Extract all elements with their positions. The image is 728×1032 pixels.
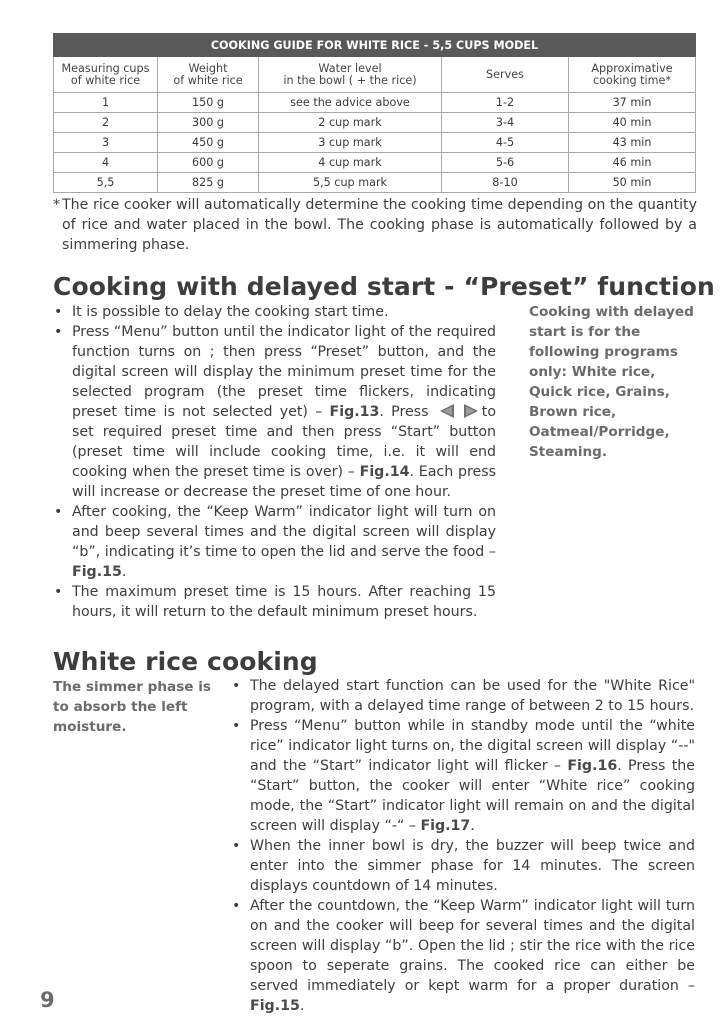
table-row: [54, 133, 696, 153]
cell-serves: 8-10: [442, 173, 569, 193]
table-footnote: [53, 195, 697, 255]
cell-cups: 1: [54, 93, 158, 113]
cell-time: 50 min: [569, 173, 696, 193]
list-item: • Press “Menu” button until the indicator light of the required function turns on ; then press “Preset” button, and the digital screen will display the minimum preset time for the selected program (the preset time flickers, indicating preset time is not selected yet) – Fig.13. Press to set required preset time and then press “Start” button (preset time will include cooking time, i.e. it will end cooking when the preset time is over) – Fig.14. Each press will increase or decrease the preset time of one hour.: [54, 324, 497, 500]
col-header-weight: Weight of white rice: [158, 57, 259, 93]
bullet-icon: •: [54, 584, 63, 600]
cell-water-level: 3 cup mark: [259, 133, 442, 153]
cell-time: 40 min: [569, 113, 696, 133]
figure-reference: Fig.17: [420, 818, 471, 834]
col-header-water-level: Water level in the bowl ( + the rice): [259, 57, 442, 93]
list-item: • It is possible to delay the cooking start time.: [54, 304, 389, 320]
cell-cups: 2: [54, 113, 158, 133]
figure-reference: Fig.16: [567, 758, 618, 774]
table-row: [54, 173, 696, 193]
table-title-row: [54, 34, 696, 57]
col-header-measuring-cups: Measuring cups of white rice: [54, 57, 158, 93]
figure-reference: Fig.13: [329, 404, 380, 420]
preset-instructions-list: [53, 302, 496, 622]
cell-water-level: see the advice above: [259, 93, 442, 113]
cell-cups: 4: [54, 153, 158, 173]
bullet-icon: •: [54, 304, 63, 320]
page-number: 9: [40, 988, 55, 1012]
cell-weight: 825 g: [158, 173, 259, 193]
cell-serves: 1-2: [442, 93, 569, 113]
table-row: [54, 153, 696, 173]
table-row: [54, 113, 696, 133]
section-heading-white-rice: White rice cooking: [53, 647, 318, 676]
cell-weight: 450 g: [158, 133, 259, 153]
table-title: COOKING GUIDE FOR WHITE RICE - 5,5 CUPS MODEL: [54, 34, 696, 57]
list-item: • When the inner bowl is dry, the buzzer will beep twice and enter into the simmer phase for 14 minutes. The screen displays countdown of 14 minutes.: [232, 838, 695, 894]
cell-water-level: 5,5 cup mark: [259, 173, 442, 193]
arrow-right-icon: [464, 404, 478, 418]
bullet-icon: •: [232, 898, 241, 914]
bullet-icon: •: [232, 838, 241, 854]
cell-cups: 3: [54, 133, 158, 153]
footnote-text: The rice cooker will automatically determine the cooking time depending on the quantity of rice and water placed in the bowl. The cooking phase is automatically followed by a simmering phase.: [62, 197, 697, 253]
cell-weight: 300 g: [158, 113, 259, 133]
figure-reference: Fig.14: [359, 464, 410, 480]
figure-reference: Fig.15: [72, 564, 122, 580]
list-item: • The delayed start function can be used for the "White Rice" program, with a delayed time range of between 2 to 15 hours.: [232, 678, 695, 714]
cell-cups: 5,5: [54, 173, 158, 193]
cell-water-level: 4 cup mark: [259, 153, 442, 173]
white-rice-sidenote: The simmer phase is to absorb the left moisture.: [53, 679, 212, 735]
section-heading-preset: Cooking with delayed start - “Preset” function: [53, 272, 715, 301]
preset-arrow-buttons-icon: [439, 403, 479, 419]
cell-serves: 4-5: [442, 133, 569, 153]
table-header-row: [54, 57, 696, 93]
cooking-guide-table: [53, 33, 696, 193]
bullet-icon: •: [232, 718, 241, 734]
list-item: • The maximum preset time is 15 hours. After reaching 15 hours, it will return to the default minimum preset hours.: [54, 584, 496, 620]
figure-reference: Fig.15: [250, 998, 300, 1014]
cell-serves: 3-4: [442, 113, 569, 133]
bullet-icon: •: [232, 678, 241, 694]
arrow-left-icon: [440, 404, 454, 418]
cell-weight: 600 g: [158, 153, 259, 173]
preset-sidenote: Cooking with delayed start is for the following programs only: White rice, Quick rice, Grains, Brown rice, Oatmeal/Porridge, Steaming.: [529, 304, 694, 460]
cell-time: 43 min: [569, 133, 696, 153]
list-item: • After cooking, the “Keep Warm” indicator light will turn on and beep several times and the digital screen will display “b”, indicating it’s time to open the lid and serve the food – Fig.15.: [54, 504, 496, 580]
bullet-icon: •: [54, 504, 63, 520]
col-header-cooking-time: Approximative cooking time*: [569, 57, 696, 93]
table-row: [54, 93, 696, 113]
cell-serves: 5-6: [442, 153, 569, 173]
footnote-asterisk: *: [53, 197, 61, 213]
white-rice-instructions-list: [231, 676, 695, 1016]
cell-weight: 150 g: [158, 93, 259, 113]
col-header-serves: Serves: [442, 57, 569, 93]
bullet-icon: •: [54, 324, 63, 340]
cell-time: 37 min: [569, 93, 696, 113]
list-item: • Press “Menu” button while in standby mode until the “white rice” indicator light turns on, the digital screen will display “--" and the “Start” indicator light will flicker – Fig.16. Press the “Start” button, the cooker will enter “White rice” cooking mode, the “Start” indicator light will remain on and the digital screen will display “-“ – Fig.17.: [232, 718, 695, 834]
cell-time: 46 min: [569, 153, 696, 173]
list-item: • After the countdown, the “Keep Warm” indicator light will turn on and the cooker will beep for several times and the digital screen will display “b”. Open the lid ; stir the rice with the rice spoon to seperate grains. The cooked rice can either be served immediately or kept warm for a proper duration – Fig.15.: [232, 898, 695, 1014]
cell-water-level: 2 cup mark: [259, 113, 442, 133]
